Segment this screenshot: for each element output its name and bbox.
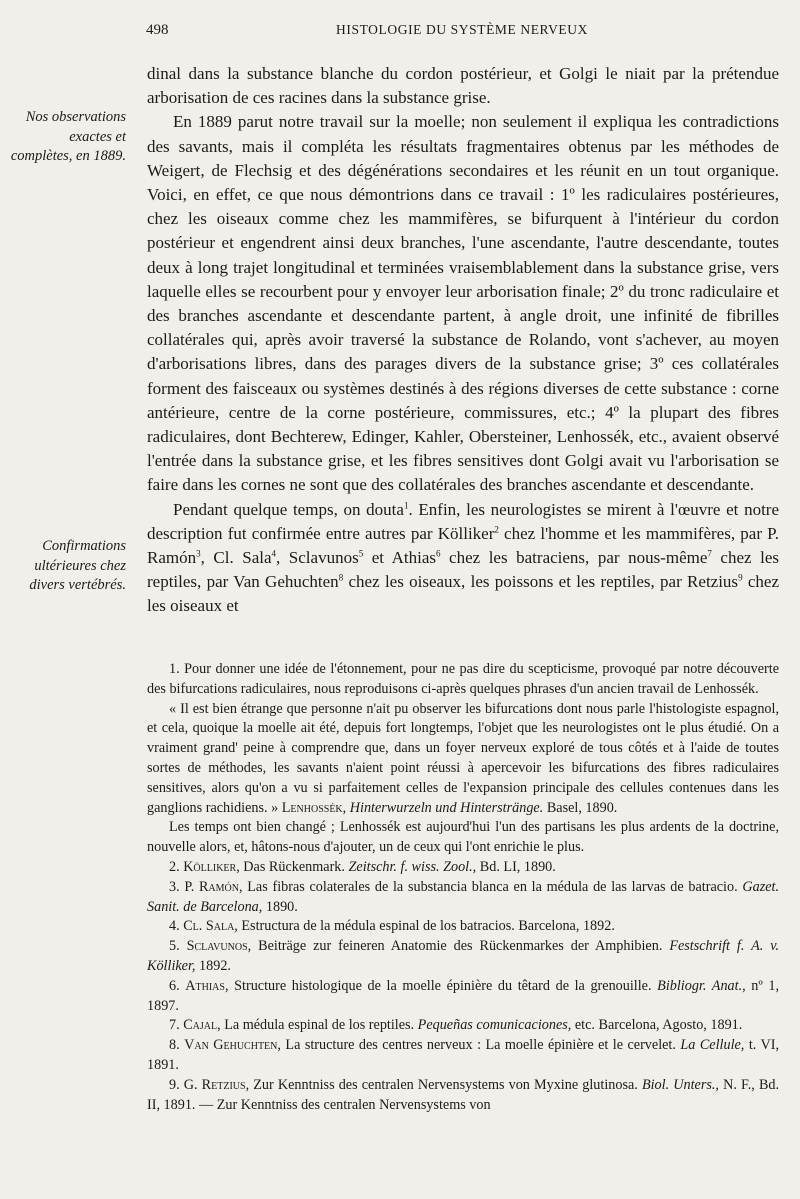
footnote-8 (147, 1036, 779, 1076)
footnote-ref: 2 (494, 524, 499, 535)
margin-note-observations: Nos observations exactes et complètes, en 1889. (10, 109, 126, 164)
footnotes (147, 660, 779, 1115)
footnote-ref: 4 (271, 548, 277, 559)
footnote-number: 5. (169, 938, 180, 955)
footnote-author: Cajal, (183, 1017, 221, 1034)
footnote-4 (147, 917, 779, 937)
footnote-number: 3. (169, 878, 180, 895)
page-number: 498 (146, 22, 169, 38)
paragraph-3-text: . Enfin, les neurologistes se mirent à l'œuvre et notre description fut confirmée entre autres par Kölliker (147, 499, 780, 543)
footnote-author: P. Ramón, (184, 878, 243, 895)
footnote-journal: La Cellule, (680, 1037, 745, 1054)
paragraph-2: En 1889 parut notre travail sur la moelle; non seulement il expliqua les contradictions des savants, mais il compléta les résultats fragmentaires obtenus par les méthodes de Weigert, de Flechsig et des dégénérations secondaires et les réunit en un tout organique. Voici, en effet, ce que nous démontrions dans ce travail : 1º les radiculaires postérieures, chez les oiseaux comme chez les mammifères, se bifurquent à l'intérieur du cordon postérieur et engendrent ainsi deux branches, l'une ascendante, l'autre descendante, toutes deux à long trajet longitudinal et terminées vraisemblablement dans la substance grise, vers laquelle elles se recourbent pour y envoyer leur arborisation finale; 2º du tronc radiculaire et des branches ascendante et descendante partent, à angle droit, une infinité de fibrilles collatérales qui, après avoir traversé la substance de Rolando, vont s'achever, au moyen d'arborisations libres, dans des parages divers de la substance grise; 3º ces collatérales forment des faisceaux ou systèmes destinés à des régions diverses de cette substance : corne antérieure, centre de la corne postérieure, commissures, etc.; 4º la plupart des fibres radiculaires, dont Bechterew, Edinger, Kahler, Obersteiner, Lenhossék, etc., avaient observé l'entrée dans la substance grise, et les fibres sensitives dont Golgi avait vu l'arborisation se faire dans les cornes ne sont que des collatérales des branches ascendante et descendante. (147, 112, 779, 495)
footnote-ref: 8 (338, 572, 344, 583)
paragraph-3-text: chez l'homme et les mammifères, par P. Ramón (147, 523, 779, 568)
page-header (146, 22, 778, 42)
footnote-tail: 1890. (265, 898, 298, 915)
footnote-journal: Bibliogr. Anat., (657, 977, 746, 994)
footnote-ref: 6 (436, 548, 441, 559)
footnote-1-title: Hinterwurzeln und Hinterstränge. (349, 799, 544, 816)
paragraph-3 (147, 498, 779, 619)
paragraph-3-text: chez les batraciens, par nous-même (440, 548, 708, 568)
footnote-number: 9. (169, 1076, 180, 1093)
paragraph-3-text: chez les oiseaux, les poissons et les reptiles, par Retzius (343, 572, 739, 592)
footnote-5 (147, 937, 779, 977)
footnote-number: 7. (169, 1017, 180, 1034)
footnote-author: Kölliker, (183, 858, 240, 875)
footnote-ref: 7 (707, 548, 712, 559)
footnote-text: Zur Kenntniss des centralen Nervensystems von Myxine glutinosa. (253, 1076, 638, 1093)
footnote-author: Athias, (185, 977, 229, 994)
footnote-author: Cl. Sala, (183, 918, 238, 935)
footnote-text: Las fibras colaterales de la substancia blanca en la médula de las larvas de batracio. (247, 878, 738, 895)
footnote-text: Structure histologique de la moelle épinière du têtard de la grenouille. (234, 977, 652, 994)
footnote-number: 8. (169, 1037, 180, 1054)
paragraph-3-text: Pendant quelque temps, on douta (173, 499, 404, 519)
footnote-tail: Bd. LI, 1890. (479, 858, 556, 875)
footnote-tail: nº 1, 1897. (147, 977, 780, 1014)
margin-note-confirmations: Confirmations ultérieures chez divers vertébrés. (29, 538, 126, 593)
paragraph-3-text: chez les oiseaux et (147, 572, 780, 616)
footnote-tail: 1892. (199, 957, 231, 974)
paragraph-3-text: , Sclavunos (276, 548, 359, 568)
footnote-author: G. Retzius, (183, 1076, 250, 1093)
paragraph-3-text: chez les reptiles, par Van Gehuchten (147, 548, 779, 592)
footnote-text: La médula espinal de los reptiles. (224, 1017, 415, 1034)
footnote-1-author: Lenhossék, (281, 799, 347, 816)
footnote-number: 2. (169, 858, 180, 875)
paragraph-3-text: , Cl. Sala (200, 548, 272, 568)
footnote-text: Beiträge zur feineren Anatomie des Rückenmarkes der Amphibien. (258, 938, 663, 955)
footnote-author: Sclavunos, (186, 938, 252, 955)
footnote-1: 1. Pour donner une idée de l'étonnement, pour ne pas dire du scepticisme, provoqué par notre découverte des bifurcations radiculaires, nous reproduisons ci-après quelques phrases d'un ancien travail de Lenhossék. (147, 661, 779, 697)
footnote-tail: etc. Barcelona, Agosto, 1891. (574, 1017, 743, 1034)
footnote-ref: 3 (196, 548, 201, 559)
footnote-tail: t. VI, 1891. (147, 1037, 780, 1073)
footnote-journal: Gazet. Sanit. de Barcelona, (147, 878, 780, 915)
footnote-6 (147, 977, 779, 1017)
paragraph-3-text: et Athias (363, 548, 436, 568)
footnote-text: Das Rückenmark. (243, 858, 345, 875)
footnote-number: 4. (169, 918, 180, 935)
footnote-ref: 9 (738, 572, 743, 583)
footnote-1-quote (147, 700, 779, 819)
footnote-1-remark: Les temps ont bien changé ; Lenhossék est aujourd'hui l'un des partisans les plus ardents de la doctrine, nouvelle alors, et, hâtons-nous d'ajouter, un de ceux qui l'ont enrichie le plus. (147, 819, 779, 856)
footnote-ref: 5 (358, 548, 364, 559)
footnote-1-quote-text: « Il est bien étrange que personne n'ait pu observer les bifurcations dont nous parle l'histologiste espagnol, et cela, quoique la moelle ait été, depuis fort longtemps, l'objet que les neurologistes ont le plus étudié. On a vraiment grand' peine à comprendre que, dans un foyer nerveux exploré de tous côtés et à l'aide de toutes sortes de méthodes, les savants n'aient point réussi à apercevoir les bifurcations des fibres radiculaires sensitives, alors qu'on a vu si parfaitement celles de l'expansion principale des cellules contenues dans les ganglions rachidiens. » (147, 700, 779, 816)
footnote-2 (147, 858, 779, 878)
footnote-journal: Zeitschr. f. wiss. Zool., (348, 858, 477, 875)
footnote-3 (147, 878, 779, 918)
running-title: HISTOLOGIE DU SYSTÈME NERVEUX (336, 22, 588, 37)
footnote-9 (147, 1076, 779, 1116)
footnote-7 (147, 1016, 779, 1036)
footnote-journal: Festschrift f. A. v. Kölliker, (147, 938, 780, 974)
paragraph-1: dinal dans la substance blanche du cordon postérieur, et Golgi le niait par la prétendue arborisation de ces racines dans la substance grise. (147, 64, 779, 108)
footnote-tail: N. F., Bd. II, 1891. — Zur Kenntniss des centralen Nervensystems von (147, 1076, 780, 1113)
footnote-1-place: Basel, 1890. (546, 799, 618, 816)
footnote-journal: Biol. Unters., (641, 1076, 719, 1093)
footnote-ref: 1 (403, 500, 409, 510)
footnote-journal: Pequeñas comunicaciones, (417, 1017, 572, 1034)
footnote-text: La structure des centres nerveux : La moelle épinière et le cervelet. (285, 1037, 676, 1054)
footnote-text: Estructura de la médula espinal de los batracios. Barcelona, 1892. (241, 918, 615, 935)
footnote-number: 6. (169, 977, 180, 994)
main-text (147, 62, 779, 619)
footnote-author: Van Gehuchten, (184, 1037, 281, 1054)
